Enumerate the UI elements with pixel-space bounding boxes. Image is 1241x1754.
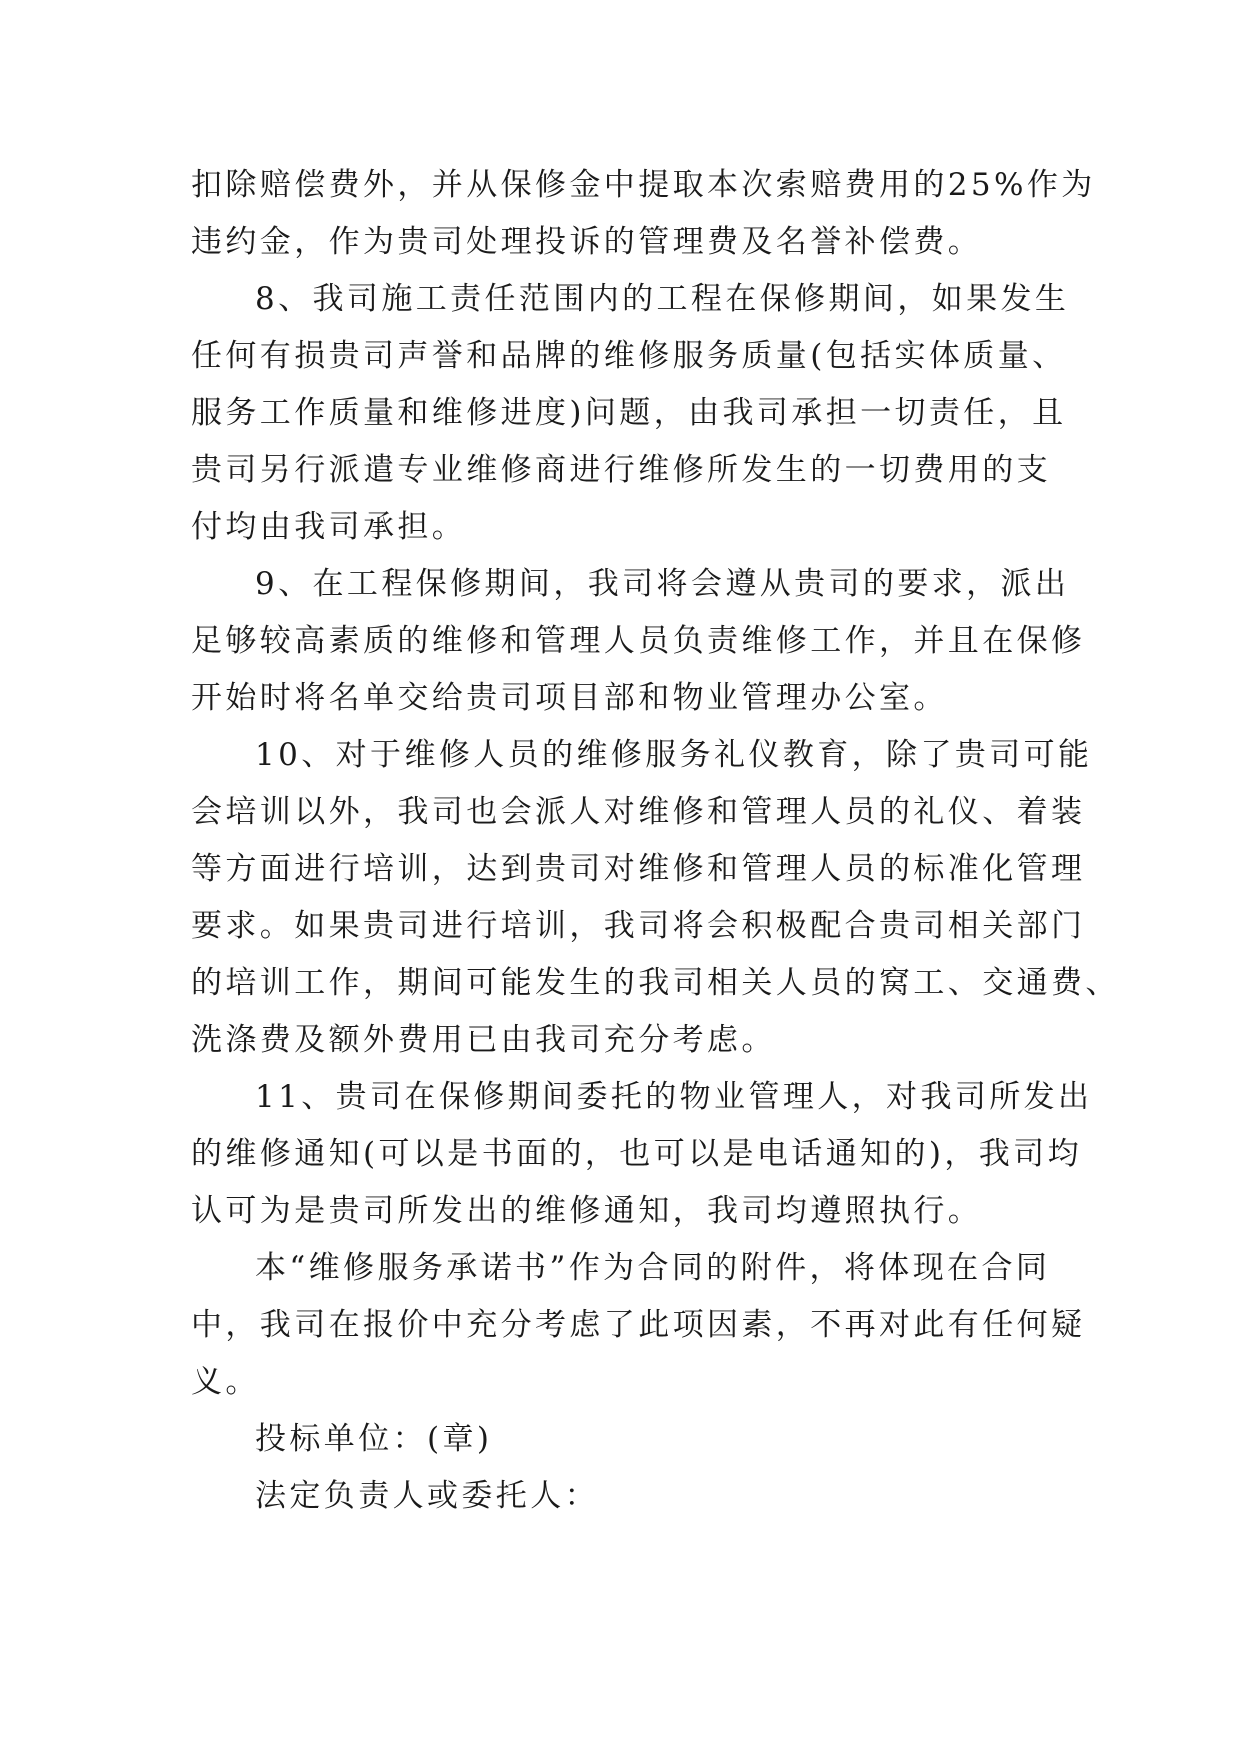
closing-paragraph-start: 本“维修服务承诺书”作为合同的附件，将体现在合同 (255, 1250, 1051, 1286)
text-line: 义。 (191, 1364, 260, 1400)
text-line: 会培训以外，我司也会派人对维修和管理人员的礼仪、着装 (191, 794, 1086, 830)
text-line: 违约金，作为贵司处理投诉的管理费及名誉补偿费。 (191, 224, 983, 260)
text-line: 开始时将名单交给贵司项目部和物业管理办公室。 (191, 680, 948, 716)
text-line: 认可为是贵司所发出的维修通知，我司均遵照执行。 (191, 1193, 983, 1229)
text-line: 中，我司在报价中充分考虑了此项因素，不再对此有任何疑 (191, 1307, 1086, 1343)
paragraph-10-start: 10、对于维修人员的维修服务礼仪教育，除了贵司可能 (255, 737, 1093, 773)
text-line: 要求。如果贵司进行培训，我司将会积极配合贵司相关部门 (191, 908, 1086, 944)
text-line: 等方面进行培训，达到贵司对维修和管理人员的标准化管理 (191, 851, 1086, 887)
text-line: 扣除赔偿费外，并从保修金中提取本次索赔费用的25%作为 (191, 167, 1096, 203)
text-line: 任何有损贵司声誉和品牌的维修服务质量(包括实体质量、 (191, 338, 1067, 374)
text-line: 付均由我司承担。 (191, 509, 467, 545)
text-line: 洗涤费及额外费用已由我司充分考虑。 (191, 1022, 776, 1058)
paragraph-9-start: 9、在工程保修期间，我司将会遵从贵司的要求，派出 (255, 566, 1070, 602)
text-line: 的培训工作，期间可能发生的我司相关人员的窝工、交通费、 (191, 965, 1120, 1001)
text-line: 贵司另行派遣专业维修商进行维修所发生的一切费用的支 (191, 452, 1051, 488)
paragraph-11-start: 11、贵司在保修期间委托的物业管理人，对我司所发出 (255, 1079, 1093, 1115)
paragraph-8-start: 8、我司施工责任范围内的工程在保修期间，如果发生 (255, 281, 1070, 317)
legal-representative-line: 法定负责人或委托人： (255, 1478, 599, 1514)
bidder-seal-line: 投标单位：(章) (255, 1421, 493, 1457)
text-line: 的维修通知(可以是书面的，也可以是电话通知的)，我司均 (191, 1136, 1082, 1172)
text-line: 足够较高素质的维修和管理人员负责维修工作，并且在保修 (191, 623, 1086, 659)
text-line: 服务工作质量和维修进度)问题，由我司承担一切责任，且 (191, 395, 1067, 431)
